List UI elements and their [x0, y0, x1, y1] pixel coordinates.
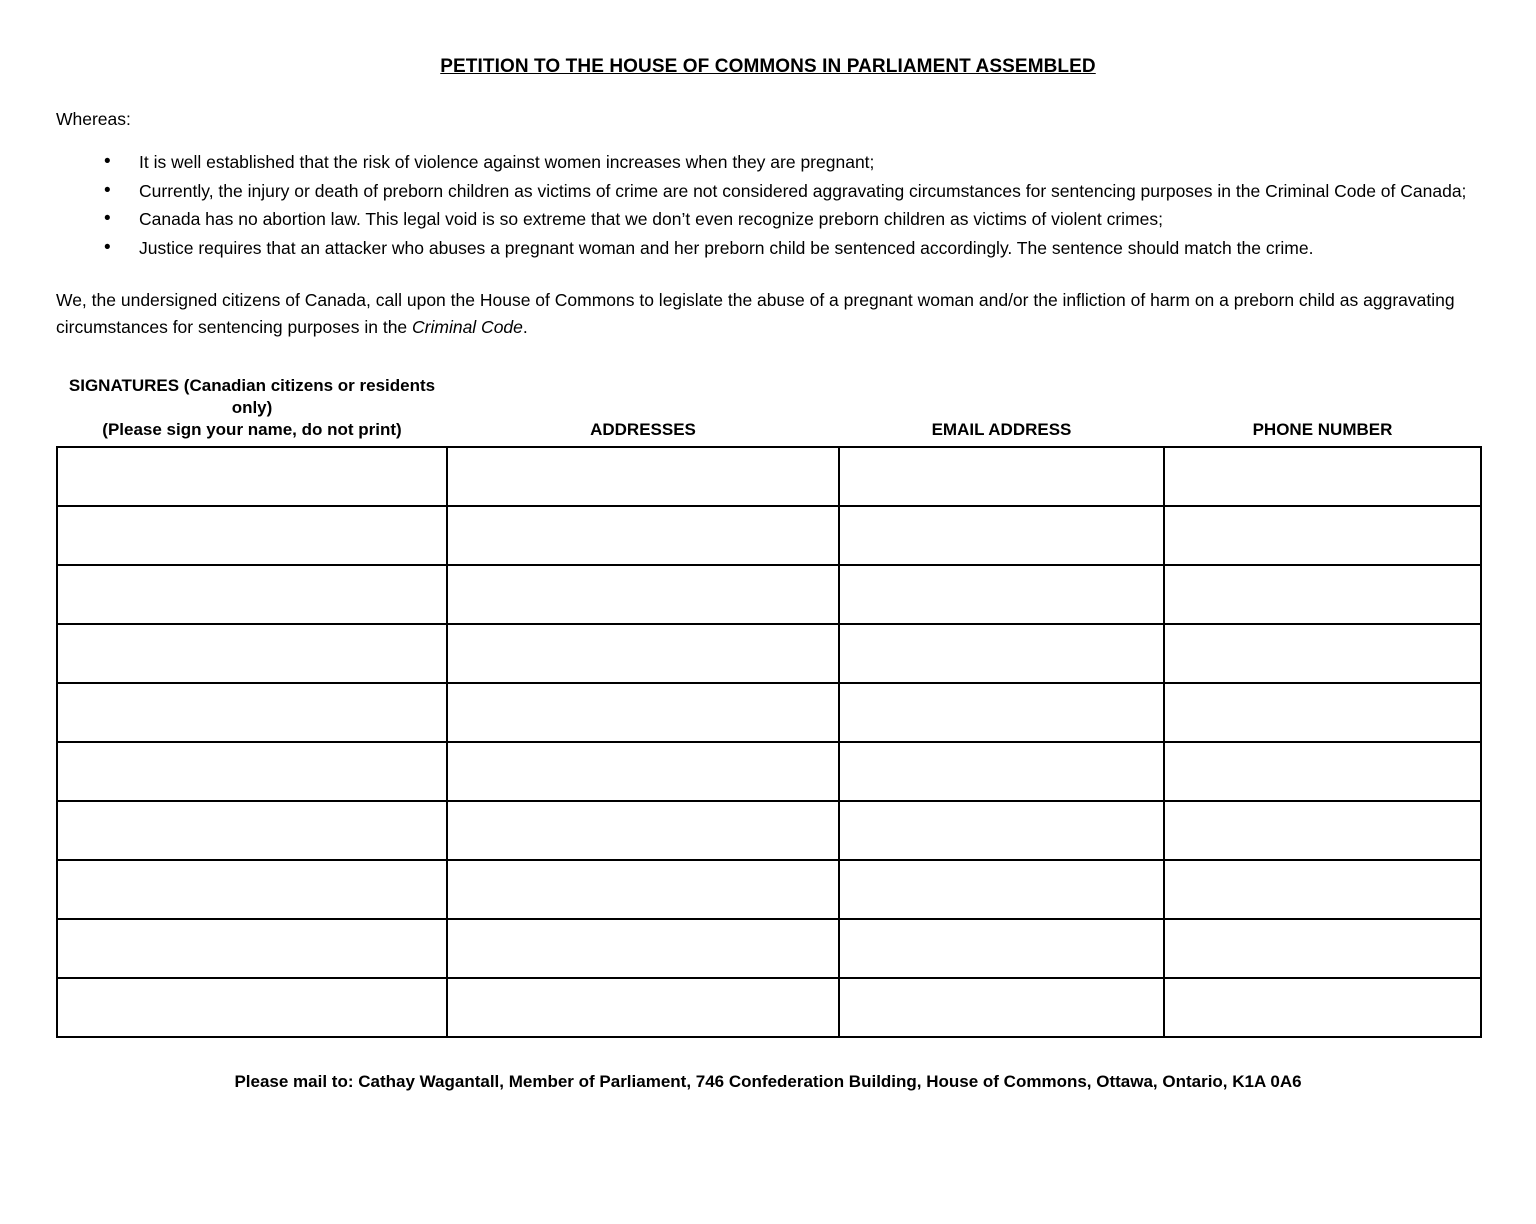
cell-signature[interactable] — [57, 624, 447, 683]
cell-phone[interactable] — [1164, 624, 1481, 683]
cell-phone[interactable] — [1164, 742, 1481, 801]
cell-phone[interactable] — [1164, 919, 1481, 978]
table-row — [57, 447, 1481, 506]
signatures-header-line2: only) — [231, 398, 273, 417]
cell-email[interactable] — [839, 801, 1164, 860]
cell-signature[interactable] — [57, 447, 447, 506]
call-upon-paragraph — [56, 287, 1480, 340]
table-row — [57, 506, 1481, 565]
whereas-label: Whereas: — [56, 109, 131, 129]
list-item: • Canada has no abortion law. This legal void is so extreme that we don’t even recognize preborn children as victims of violent crimes; — [96, 206, 1480, 233]
cell-address[interactable] — [447, 447, 839, 506]
table-row — [57, 683, 1481, 742]
column-header-signatures — [57, 375, 447, 447]
cell-email[interactable] — [839, 565, 1164, 624]
cell-address[interactable] — [447, 683, 839, 742]
cell-address[interactable] — [447, 860, 839, 919]
cell-address[interactable] — [447, 919, 839, 978]
cell-phone[interactable] — [1164, 978, 1481, 1037]
column-header-addresses: ADDRESSES — [590, 420, 696, 440]
cell-address[interactable] — [447, 742, 839, 801]
cell-signature[interactable] — [57, 801, 447, 860]
column-header-email: EMAIL ADDRESS — [931, 420, 1072, 440]
cell-phone[interactable] — [1164, 801, 1481, 860]
cell-signature[interactable] — [57, 860, 447, 919]
cell-phone[interactable] — [1164, 860, 1481, 919]
cell-signature[interactable] — [57, 683, 447, 742]
signatures-header-line3: (Please sign your name, do not print) — [102, 420, 402, 440]
cell-email[interactable] — [839, 978, 1164, 1037]
cell-email[interactable] — [839, 683, 1164, 742]
cell-email[interactable] — [839, 742, 1164, 801]
cell-signature[interactable] — [57, 978, 447, 1037]
cell-email[interactable] — [839, 860, 1164, 919]
cell-email[interactable] — [839, 447, 1164, 506]
list-item: • Currently, the injury or death of preborn children as victims of crime are not considered aggravating circumstances for sentencing purposes in the Criminal Code of Canada; — [96, 178, 1480, 205]
call-upon-text-part2: . — [522, 316, 528, 337]
clause-list — [56, 149, 1480, 261]
table-row — [57, 801, 1481, 860]
cell-address[interactable] — [447, 624, 839, 683]
cell-address[interactable] — [447, 978, 839, 1037]
cell-phone[interactable] — [1164, 683, 1481, 742]
cell-address[interactable] — [447, 506, 839, 565]
cell-email[interactable] — [839, 624, 1164, 683]
table-row — [57, 919, 1481, 978]
cell-phone[interactable] — [1164, 565, 1481, 624]
list-item: • Justice requires that an attacker who abuses a pregnant woman and her preborn child be sentenced accordingly. The sentence should match the crime. — [96, 235, 1480, 262]
table-row — [57, 565, 1481, 624]
cell-address[interactable] — [447, 565, 839, 624]
signature-rows — [57, 447, 1481, 1037]
cell-signature[interactable] — [57, 919, 447, 978]
table-row — [57, 624, 1481, 683]
table-row — [57, 978, 1481, 1037]
table-row — [57, 860, 1481, 919]
cell-signature[interactable] — [57, 565, 447, 624]
page-title: PETITION TO THE HOUSE OF COMMONS IN PARLIAMENT ASSEMBLED — [440, 56, 1096, 77]
column-header-phone: PHONE NUMBER — [1252, 420, 1393, 440]
list-item: • It is well established that the risk of violence against women increases when they are pregnant; — [96, 149, 1480, 176]
signature-table — [56, 375, 1482, 1038]
mail-instructions: Please mail to: Cathay Wagantall, Member of Parliament, 746 Confederation Building, House of Commons, Ottawa, Ontario, K1A 0A6 — [234, 1071, 1302, 1091]
call-upon-italic-term: Criminal Code — [412, 316, 523, 337]
table-row — [57, 742, 1481, 801]
call-upon-text-part1: We, the undersigned citizens of Canada, call upon the House of Commons to legislate the abuse of a pregnant woman and/or the infliction of harm on a preborn child as aggravating circumstances for sentencing purposes in the — [56, 290, 1455, 337]
cell-signature[interactable] — [57, 742, 447, 801]
cell-address[interactable] — [447, 801, 839, 860]
petition-page — [0, 56, 1536, 1224]
cell-email[interactable] — [839, 506, 1164, 565]
cell-phone[interactable] — [1164, 506, 1481, 565]
cell-email[interactable] — [839, 919, 1164, 978]
signatures-header-line1: SIGNATURES (Canadian citizens or residents — [68, 375, 436, 395]
cell-signature[interactable] — [57, 506, 447, 565]
cell-phone[interactable] — [1164, 447, 1481, 506]
table-header-row — [57, 375, 1481, 447]
